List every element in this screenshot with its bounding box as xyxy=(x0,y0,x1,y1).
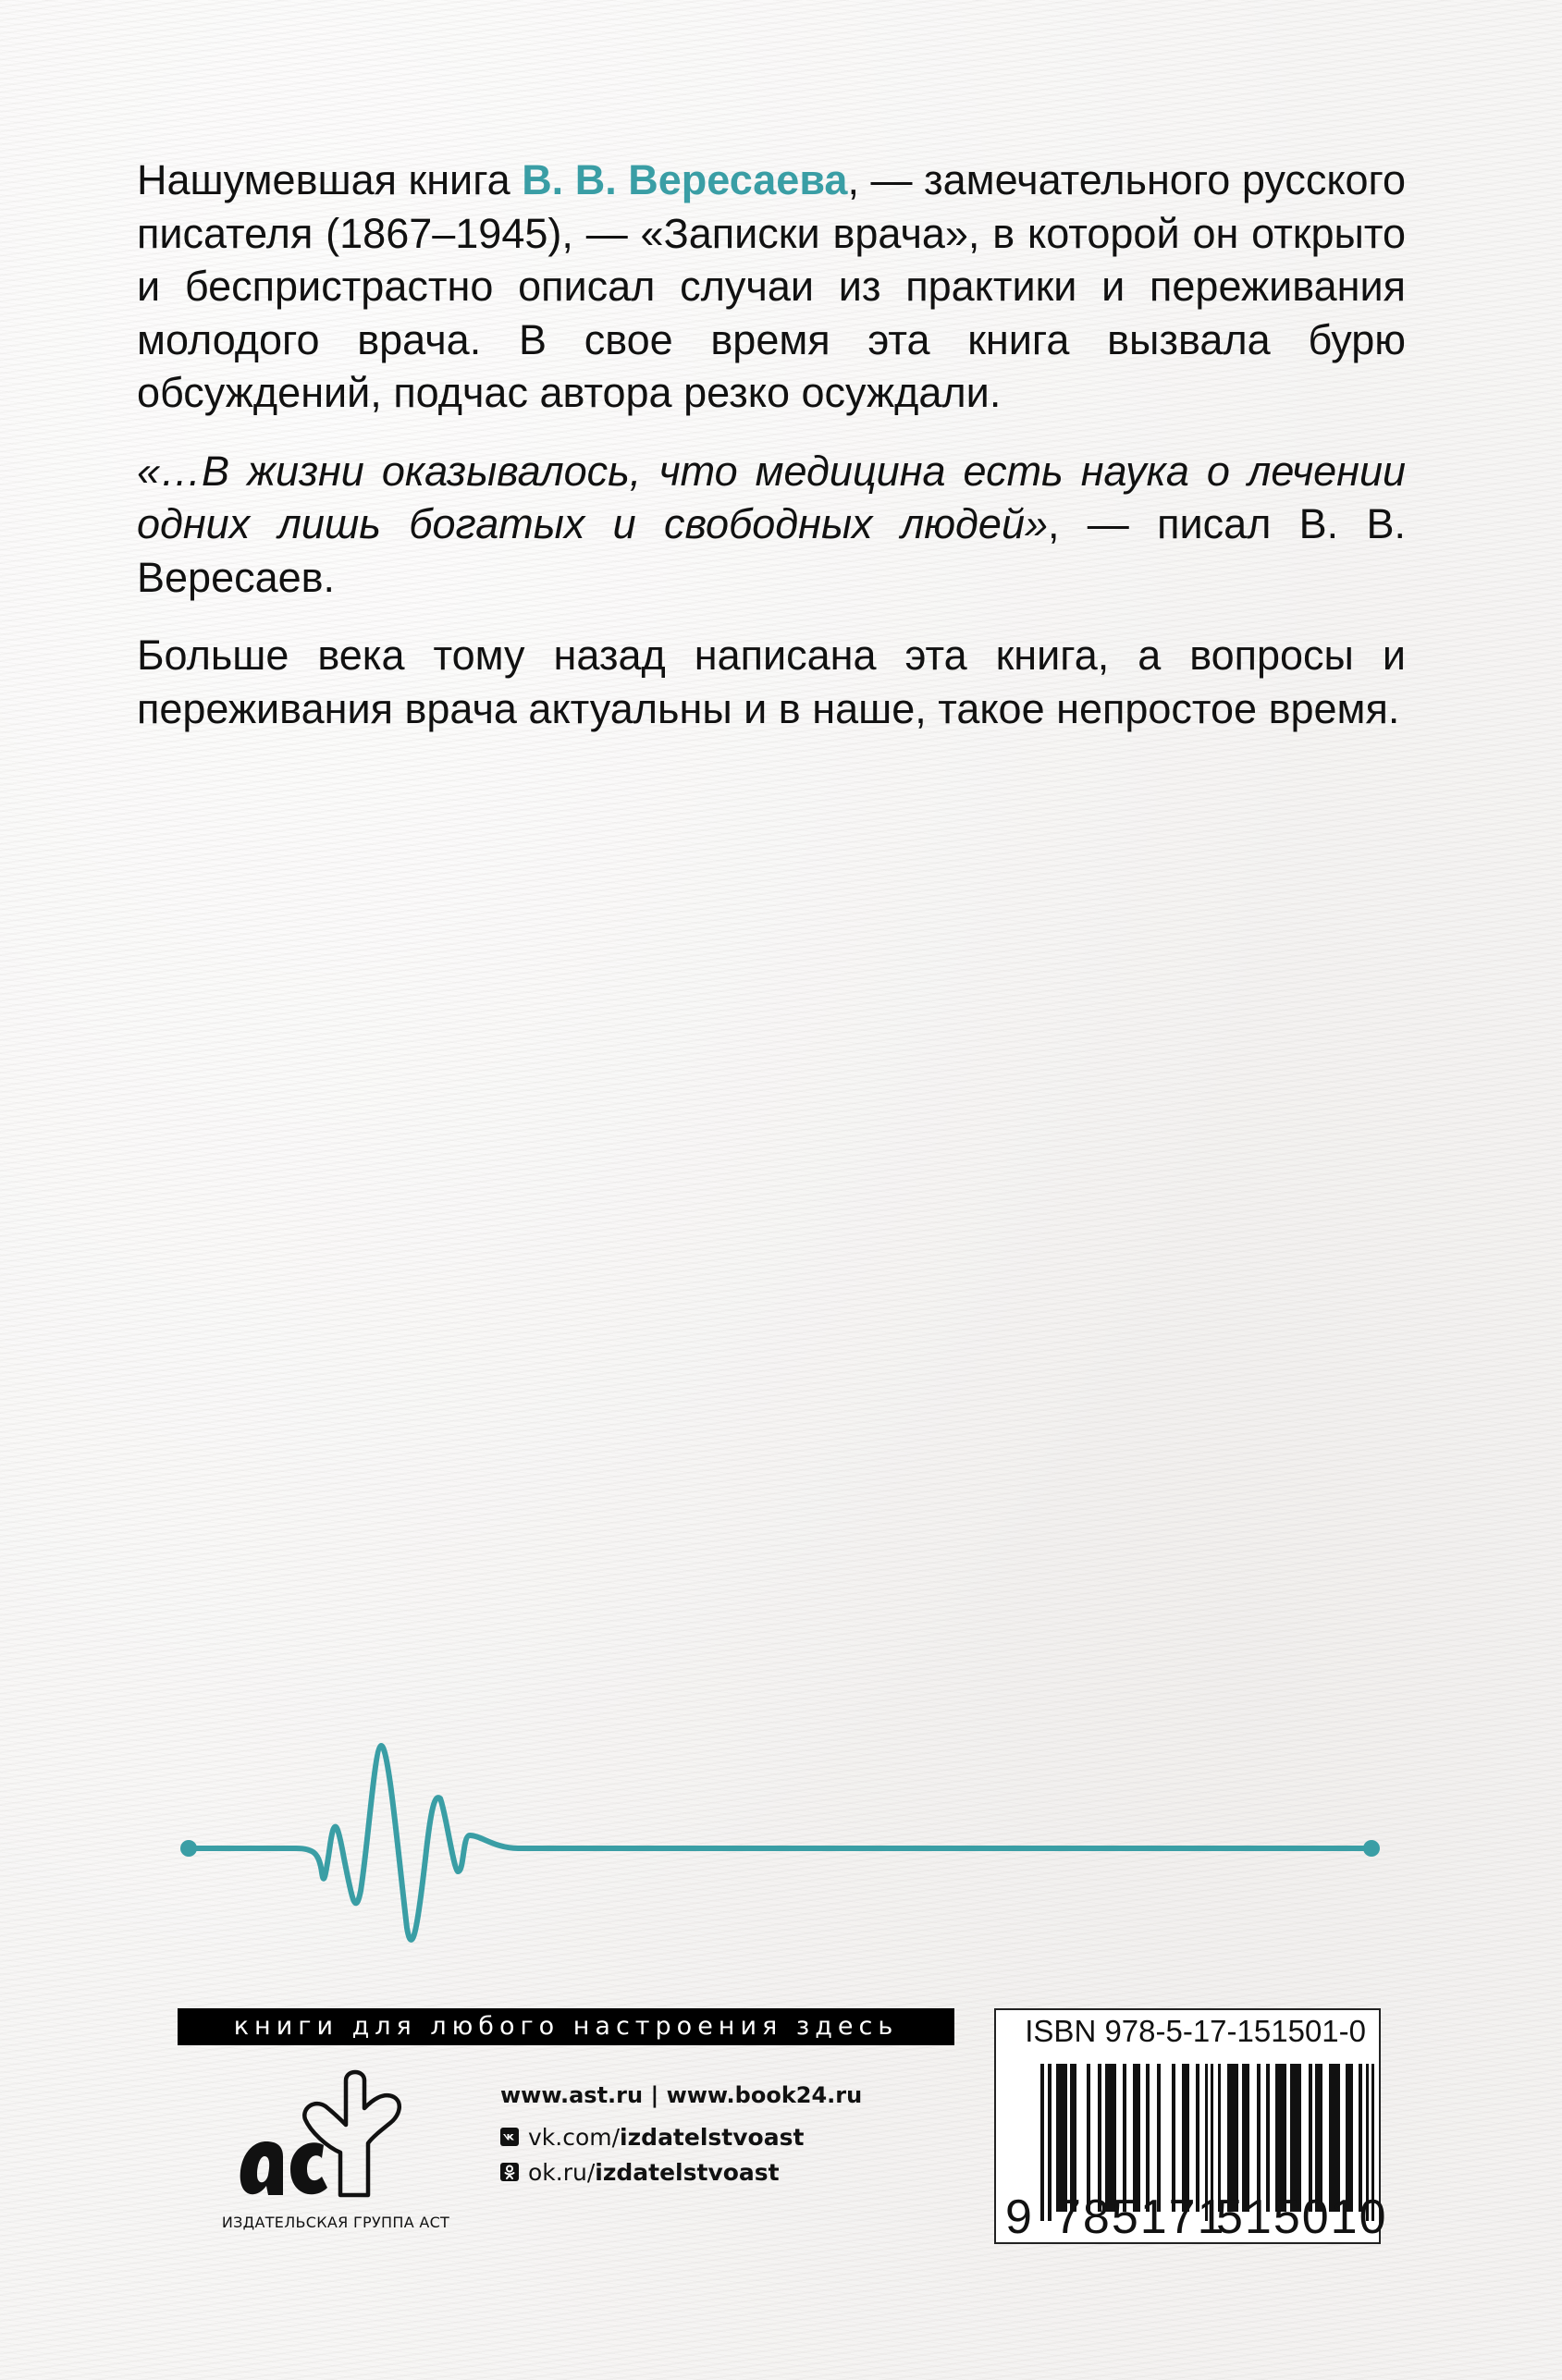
annotation-text: , — замечательного русского писателя (1867–1945), — «Записки врача», в которой он открыто и беспристрастно описал случаи из практики и переживания молодого врача. В свое время эта книга вызвала бурю обсуждений, подчас автора резко осуждали. xyxy=(137,156,1407,416)
website-links[interactable]: www.ast.ru | www.book24.ru xyxy=(500,2082,863,2108)
barcode-digit-first: 9 xyxy=(1005,2190,1032,2244)
barcode-digits-right: 515010 xyxy=(1216,2190,1388,2244)
isbn-barcode-block xyxy=(994,2008,1388,2244)
vk-domain: vk.com/ xyxy=(528,2123,621,2151)
ok-link[interactable] xyxy=(500,2154,862,2190)
annotation-text: Нашумевшая книга xyxy=(137,156,523,203)
quote-attribution: , — писал В. В. Вересаев. xyxy=(137,500,1406,601)
author-name: В. В. Вересаева xyxy=(522,156,848,203)
ast-publisher-logo-icon xyxy=(231,2067,435,2206)
vk-icon xyxy=(500,2128,519,2146)
odnoklassniki-icon xyxy=(500,2163,519,2181)
publisher-links xyxy=(500,2082,862,2190)
publisher-slogan-banner: книги для любого настроения здесь xyxy=(178,2008,954,2045)
isbn-number: ISBN 978-5-17-151501-0 xyxy=(1025,2014,1366,2048)
annotation-paragraph-3: Больше века тому назад написана эта книга, а вопросы и переживания врача актуальны и в наше, такое непростое время. xyxy=(137,632,1406,732)
vk-link[interactable] xyxy=(500,2119,862,2154)
publisher-caption: ИЗДАТЕЛЬСКАЯ ГРУППА АСТ xyxy=(221,2214,450,2231)
vk-handle: izdatelstvoast xyxy=(620,2123,805,2151)
ok-handle: izdatelstvoast xyxy=(595,2158,780,2186)
author-quote: «…В жизни оказывалось, что медицина есть наука о лечении одних лишь богатых и свободных людей» xyxy=(137,447,1406,547)
ok-domain: ok.ru/ xyxy=(528,2158,596,2186)
barcode-digits-left: 785171 xyxy=(1054,2190,1226,2244)
barcode-digits xyxy=(1005,2190,1388,2244)
